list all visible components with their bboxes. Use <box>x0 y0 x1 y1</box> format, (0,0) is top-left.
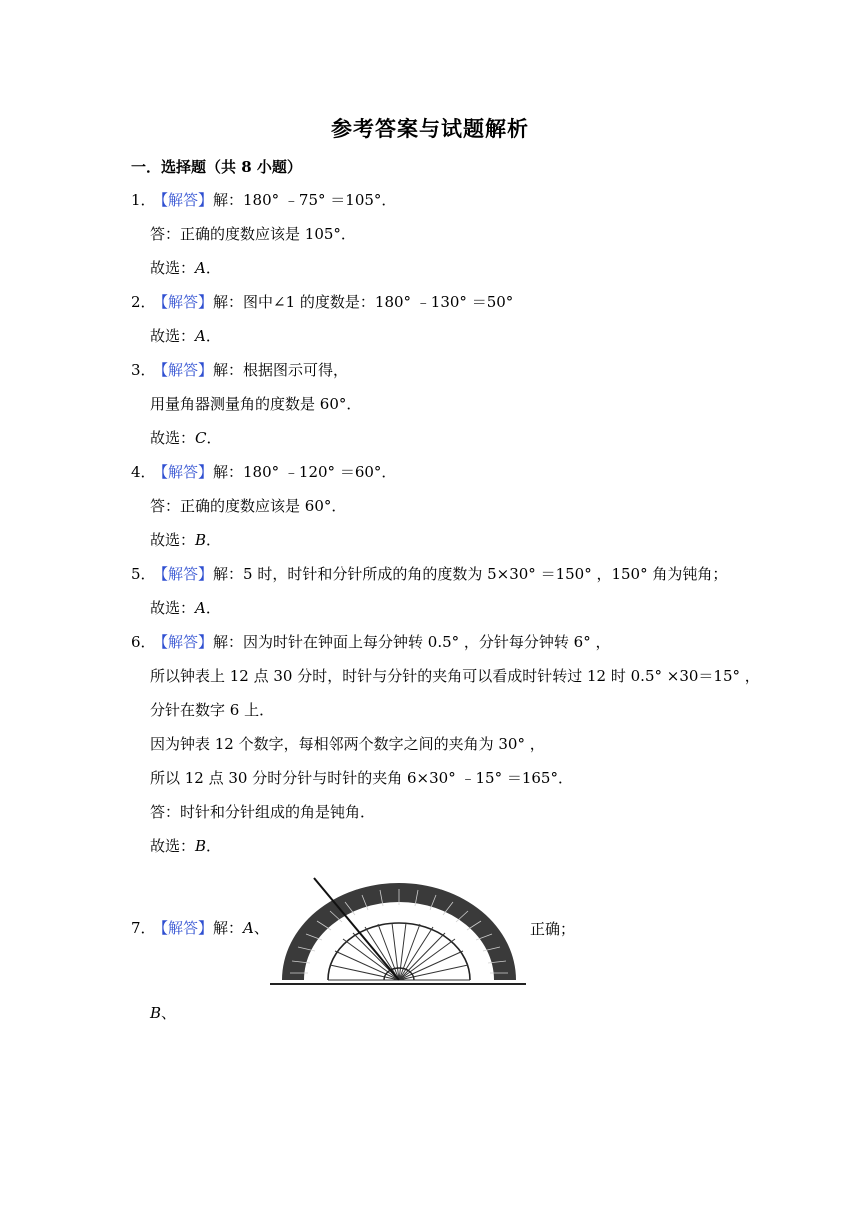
q5-choice-suffix: ． <box>205 599 221 617</box>
q1-text: 解：180° ﹣75° ＝105°． <box>213 191 397 209</box>
q7-text: 解： <box>213 919 244 937</box>
q1-answer: 答：正确的度数应该是 105°． <box>150 225 356 243</box>
q3-line-2: 用量角器测量角的度数是 60°． <box>150 395 362 413</box>
q1-number: 1． <box>131 191 156 209</box>
q1-choice-prefix: 故选： <box>150 259 196 277</box>
q6-text: 解：因为时针在钟面上每分钟转 0.5° ，分针每分钟转 6° ， <box>213 633 611 651</box>
q2-number: 2． <box>131 293 156 311</box>
q3-tag: 【解答】 <box>153 361 214 379</box>
q5-text: 解：5 时，时针和分针所成的角的度数为 5×30° ＝150° ，150° 角为钝角； <box>213 565 728 583</box>
q4-number: 4． <box>131 463 156 481</box>
q2-choice-letter: A <box>195 327 206 345</box>
q1-choice-suffix: ． <box>205 259 221 277</box>
q2-choice-prefix: 故选： <box>150 327 196 345</box>
q5-tag: 【解答】 <box>153 565 214 583</box>
q4-choice-letter: B <box>195 531 207 549</box>
q4-tag: 【解答】 <box>153 463 214 481</box>
q4-choice-suffix: ． <box>206 531 222 549</box>
q6-choice-suffix: ． <box>206 837 222 855</box>
protractor-image <box>268 873 530 989</box>
q3-line <box>131 360 348 380</box>
q5-choice-prefix: 故选： <box>150 599 196 617</box>
q6-line <box>131 632 611 652</box>
q1-choice-letter: A <box>195 259 206 277</box>
q6-line-3: 分针在数字 6 上． <box>150 701 275 719</box>
q1-line <box>131 190 396 210</box>
q4-choice <box>150 530 221 550</box>
q7-option-b-line <box>150 1003 176 1023</box>
q7-tag: 【解答】 <box>153 919 214 937</box>
q4-line <box>131 462 396 482</box>
q6-line-2: 所以钟表上 12 点 30 分时，时针与分针的夹角可以看成时针转过 12 时 0.5° ×30＝15° ， <box>150 667 760 685</box>
q2-choice <box>150 326 221 346</box>
q5-line <box>131 564 727 584</box>
q3-choice-letter: C <box>195 429 207 447</box>
q3-choice-suffix: ． <box>206 429 222 447</box>
q5-number: 5． <box>131 565 156 583</box>
q7-number: 7． <box>131 919 156 937</box>
q1-tag: 【解答】 <box>153 191 214 209</box>
q6-choice-letter: B <box>195 837 207 855</box>
q1-choice <box>150 258 221 278</box>
q7-line <box>131 918 269 938</box>
q6-number: 6． <box>131 633 156 651</box>
q4-answer: 答：正确的度数应该是 60°． <box>150 497 347 515</box>
q6-line-5: 所以 12 点 30 分时分针与时针的夹角 6×30° ﹣15° ＝165°． <box>150 769 573 787</box>
q7-correct: 正确； <box>530 920 576 938</box>
q3-choice <box>150 428 222 448</box>
q7-option-b-sep: 、 <box>161 1004 177 1022</box>
q7-option-a: A <box>243 919 254 937</box>
q4-text: 解：180° ﹣120° ＝60°． <box>213 463 397 481</box>
q6-answer: 答：时针和分针组成的角是钝角． <box>150 803 376 821</box>
section-heading: 一．选择题（共 8 小题） <box>131 158 302 176</box>
q7-option-a-sep: 、 <box>253 919 269 937</box>
q2-choice-suffix: ． <box>205 327 221 345</box>
q3-choice-prefix: 故选： <box>150 429 196 447</box>
q6-tag: 【解答】 <box>153 633 214 651</box>
q3-number: 3． <box>131 361 156 379</box>
q2-tag: 【解答】 <box>153 293 214 311</box>
q6-choice-prefix: 故选： <box>150 837 196 855</box>
q6-choice <box>150 836 221 856</box>
q4-choice-prefix: 故选： <box>150 531 196 549</box>
page-title: 参考答案与试题解析 <box>331 116 529 141</box>
q5-choice-letter: A <box>195 599 206 617</box>
q2-text: 解：图中∠1 的度数是：180° ﹣130° ＝50° <box>213 293 514 311</box>
q3-text: 解：根据图示可得， <box>213 361 349 379</box>
q5-choice <box>150 598 221 618</box>
q2-line <box>131 292 513 312</box>
q7-option-b: B <box>150 1004 162 1022</box>
q6-line-4: 因为钟表 12 个数字，每相邻两个数字之间的夹角为 30° ， <box>150 735 545 753</box>
